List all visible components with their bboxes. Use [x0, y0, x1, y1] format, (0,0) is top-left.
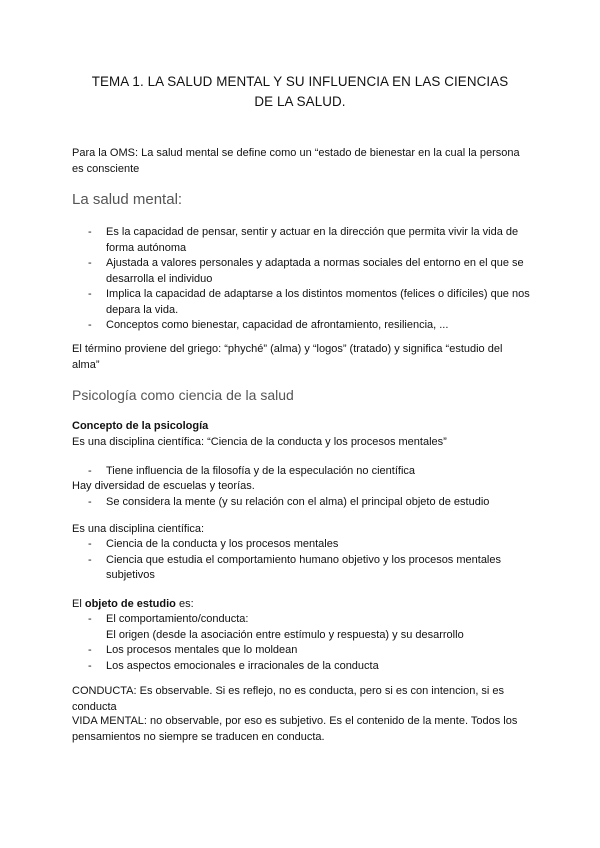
list-b — [72, 495, 532, 511]
vida-mental-paragraph: VIDA MENTAL: no observable, por eso es subjetivo. Es el contenido de la mente. Todos los pensamientos no siempre se traducen en conducta. — [72, 715, 518, 743]
title-line-2: DE LA SALUD. — [254, 94, 346, 109]
list-item-sub: El origen (desde la asociación entre estímulo y respuesta) y su desarrollo — [106, 628, 464, 641]
concept-title: Concepto de la psicología — [72, 420, 209, 432]
list-item: - Los procesos mentales que lo moldean — [72, 643, 532, 659]
title-line-1: TEMA 1. LA SALUD MENTAL Y SU INFLUENCIA EN LAS CIENCIAS — [91, 74, 509, 89]
list-item: - Los aspectos emocionales e irracionales de la conducta — [72, 659, 532, 675]
diversity-text: Hay diversidad de escuelas y teorías. — [72, 480, 255, 492]
list-c — [72, 537, 532, 584]
list-item: - Ciencia de la conducta y los procesos mentales — [72, 537, 532, 553]
conducta-paragraph: CONDUCTA: Es observable. Si es reflejo, no es conducta, pero si es con intencion, si es conducta — [72, 685, 505, 713]
list-item: - El comportamiento/conducta: El origen (desde la asociación entre estímulo y respuesta) y su desarrollo — [72, 612, 532, 643]
intro-paragraph: Para la OMS: La salud mental se define como un “estado de bienestar en la cual la persona es consciente — [72, 147, 520, 175]
etymology-paragraph: El término proviene del griego: “phyché” (alma) y “logos” (tratado) y significa “estudio del alma” — [72, 343, 503, 371]
list-item: - Es la capacidad de pensar, sentir y actuar en la dirección que permita vivir la vida de forma autónoma — [72, 225, 532, 256]
list-item: - Implica la capacidad de adaptarse a los distintos momentos (felices o difíciles) que nos depara la vida. — [72, 287, 532, 318]
list-item: - Tiene influencia de la filosofía y de la especulación no científica — [72, 464, 532, 480]
section-heading-salud-mental: La salud mental: — [72, 191, 183, 208]
list-item: - Conceptos como bienestar, capacidad de afrontamiento, resiliencia, ... — [72, 318, 532, 334]
discipline-intro: Es una disciplina científica: — [72, 523, 205, 535]
object-heading: El objeto de estudio es: — [72, 598, 194, 610]
section-heading-psicologia: Psicología como ciencia de la salud — [72, 387, 294, 403]
concept-block — [72, 419, 532, 450]
list-item: - Se considera la mente (y su relación con el alma) el principal objeto de estudio — [72, 495, 532, 511]
list-a — [72, 464, 532, 480]
list-item: - Ajustada a valores personales y adaptada a normas sociales del entorno en el que se desarrolla el individuo — [72, 256, 532, 287]
page-title — [40, 72, 560, 112]
salud-mental-list — [72, 225, 532, 334]
concept-definition: Es una disciplina científica: “Ciencia de la conducta y los procesos mentales” — [72, 435, 447, 448]
list-object — [72, 612, 532, 674]
list-item: - Ciencia que estudia el comportamiento humano objetivo y los procesos mentales subjetivos — [72, 553, 532, 584]
